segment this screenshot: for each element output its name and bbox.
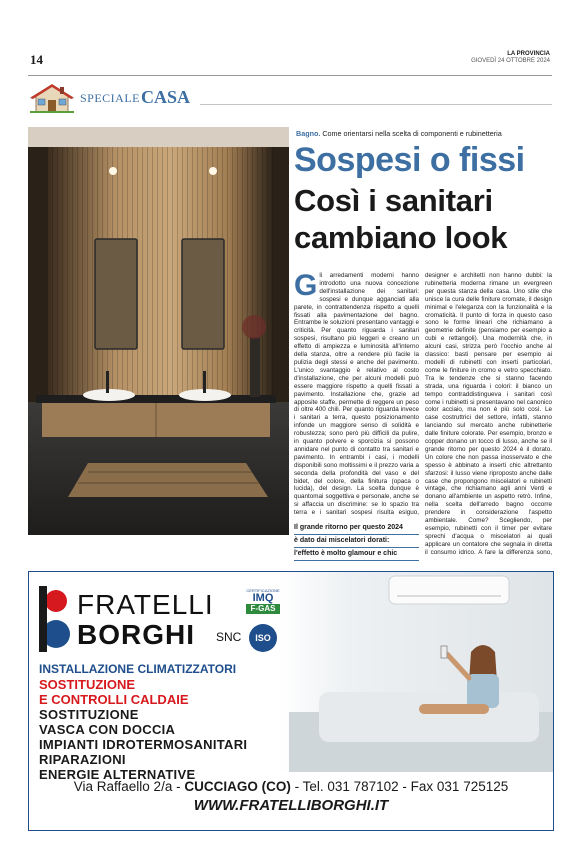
service-item: SOSTITUZIONE <box>39 677 136 692</box>
service-item: VASCA CON DOCCIA <box>39 722 176 737</box>
service-item: RIPARAZIONI <box>39 752 126 767</box>
service-item: ENERGIE ALTERNATIVE <box>39 767 196 782</box>
publication-name: LA PROVINCIA <box>507 51 550 57</box>
article-column-1 <box>294 272 419 517</box>
kicker-text: Come orientarsi nella scelta di componenti e rubinetteria <box>322 129 502 138</box>
services-list <box>39 662 247 782</box>
section-rule <box>200 104 552 105</box>
brand-suffix: SNC <box>216 630 242 644</box>
pull-quote-line-1: Il grande ritorno per questo 2024 <box>294 522 419 535</box>
article-subtitle <box>294 182 507 256</box>
cert-top-label: CERTIFICAZIONE <box>246 588 280 593</box>
kicker-lead: Bagno. <box>296 129 321 138</box>
imq-certification-badge <box>246 588 280 614</box>
cert-main-label: IMQ <box>252 592 274 604</box>
pull-quote-line-3: l'effetto è molto glamour e chic <box>294 548 419 561</box>
bathroom-photo <box>28 127 289 535</box>
service-item: INSTALLAZIONE CLIMATIZZATORI <box>39 662 237 676</box>
service-item: E CONTROLLI CALDAIE <box>39 692 189 707</box>
borghi-logo-icon <box>39 586 73 652</box>
pull-quote <box>294 522 419 561</box>
subtitle-line-2: cambiano look <box>294 220 508 255</box>
brand-line-2: BORGHI <box>77 619 195 650</box>
publication-date: GIOVEDÌ 24 OTTOBRE 2024 <box>471 58 550 64</box>
drop-cap: G <box>294 272 318 302</box>
article-kicker <box>296 129 502 138</box>
iso-certification-badge: ISO <box>249 624 277 652</box>
column-1-text: li arredamenti moderni hanno introdotto una nuova concezione dell'installazione dei sanitari: sospesi e dunque agganciati alla parete, in contrattendenza rispetto a quelli fissati alla pavimentazione del bagno. Entrambe le soluzioni presentano vantaggi e criticità. Per quanto riguarda i sanitari sospesi, risultano più leggeri e creano un effetto di ampiezza e luminosità all'interno della stanza, oltre a rendere più facile la pulizia degli stessi e anche del pavimento. L'unico svantaggio è relativo al costo d'installazione, che per alcuni modelli può essere maggiore rispetto a quelli fissati a pavimento. Installazione che, grazie ad apposite staffe, permette di reggere un peso di oltre 400 chili. Per quanto riguarda invece i sanitari a terra, questo posizionamento infonde un maggiore senso di solidità e robustezza; sono però più difficili da pulire, in quanto polvere e sporcizia si possono annidare nel punto di contatto tra sanitari e pavimento. In entrambi i casi, i modelli disponibili sono moltissimi e il prezzo varia a seconda della profondità del vaso e del bidet, del colore, della finitura (opaca o lucida), del design. La scelta dunque è quantomai soggettiva e personale, anche se si affaccia un discrimine: se lo spazio tra terra e i sanitari sospesi risulta esiguo, <box>294 272 419 517</box>
ad-website-link[interactable]: WWW.FRATELLIBORGHI.IT <box>193 797 389 814</box>
service-item: SOSTITUZIONE <box>39 707 139 722</box>
article-title: Sospesi o fissi <box>294 141 525 179</box>
section-prefix: SPECIALE <box>80 91 141 105</box>
subtitle-line-1: Così i sanitari <box>294 183 493 218</box>
cert-sub-label: F-GAS <box>246 604 280 614</box>
ad-phone: - Tel. 031 787102 - Fax 031 725125 <box>290 779 509 794</box>
house-icon <box>30 83 74 113</box>
service-item: IMPIANTI IDROTERMOSANITARI <box>39 737 248 752</box>
page-number: 14 <box>30 52 43 67</box>
brand-line-1: FRATELLI <box>77 589 214 620</box>
ad-city: CUCCIAGO (CO) <box>184 779 291 794</box>
article-column-2: designer e architetti non hanno dubbi: la rubinetteria moderna rimane un evergreen per questa stanza della casa. Uno stile che unisce la cura delle finiture cromate, il design minimal e l'eleganza con la funzionalità e la cromaticità. Il punto di forza in questo caso sono le forme lineari che richiamano a geometrie definite (pensiamo per esempio a cubi e rettangoli). Una modernità che, in alcuni casi, strizza però l'occhio anche al classico: basti pensare per esempio ai modelli di rubinetti con inserti particolari, come le finiture in cromo e vetro specchiato. Tra le tendenze che si stanno facendo strada, una riguarda i colori: il bianco un tempo contraddistingueva i sanitari così come i rubinetti si presentavano nel canonico color acciaio, ma non è più solo così. Le case costruttrici del settore, infatti, stanno lanciando sul mercato anche rubinetterie dalle finiture colorate. Per esempio, bronzo e copper donano un tocco di lusso, anche se il grande ritorno per questo 2024 è il dorato. Un colore che non passa inosservato e che spesso è abbinato a inserti chic altrettanto sfarzosi: il lusso viene riproposto anche dalle case che propongono miscelatori e rubinetti vintage, che richiamano agli anni Venti e donano all'ambiente un aspetto retrò. Infine, nella scelta dell'arredo bagno occorre prendere in considerazione l'aspetto ambientale. Come? Scegliendo, per esempio, rubinetti con il timer per evitare sprechi d'acqua o miscelatori ai quali applicare un contatore che segnala in diretta il consumo idrico. A fare la differenza sono, <box>425 272 552 556</box>
header-rule <box>28 75 552 76</box>
ad-address: Via Raffaello 2/a - <box>73 779 185 794</box>
publication-masthead <box>471 51 550 65</box>
advertisement <box>28 571 554 831</box>
section-name: CASA <box>141 87 191 107</box>
pull-quote-line-2: è dato dai miscelatori dorati: <box>294 535 419 548</box>
ad-contact-line <box>29 779 553 794</box>
ad-photo <box>279 572 553 772</box>
